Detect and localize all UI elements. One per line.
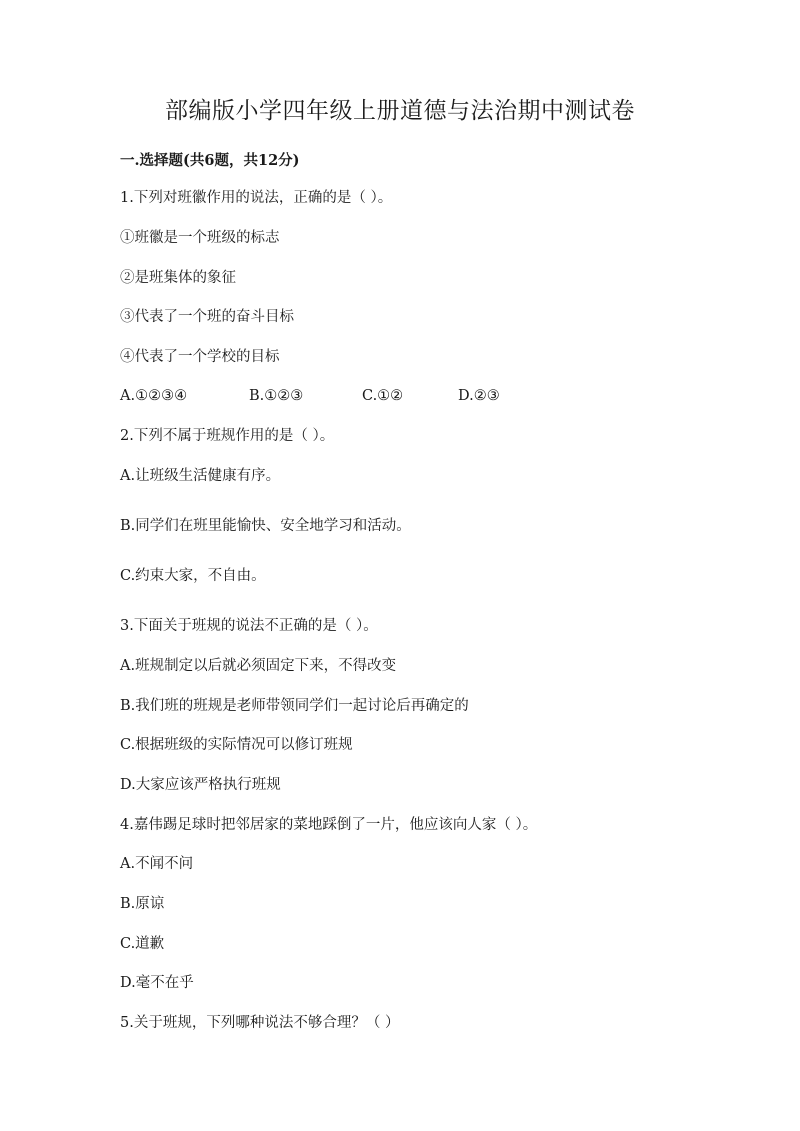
- question-2-stem: 2.下列不属于班规作用的是（ ）。: [120, 428, 335, 444]
- question-1-statement-4: ④代表了一个学校的目标: [120, 349, 280, 365]
- question-1-option-b: B.①②③: [249, 388, 304, 404]
- question-5-stem: 5.关于班规，下列哪种说法不够合理？（ ）: [120, 1015, 400, 1031]
- question-1-statement-2: ②是班集体的象征: [120, 270, 236, 286]
- question-1-option-d: D.②③: [458, 388, 500, 404]
- question-4-option-a: A.不闻不问: [120, 856, 194, 872]
- question-2-option-a: A.让班级生活健康有序。: [120, 468, 281, 484]
- question-2-option-c: C.约束大家，不自由。: [120, 568, 266, 584]
- question-3-option-b: B.我们班的班规是老师带领同学们一起讨论后再确定的: [120, 698, 469, 714]
- section-heading: 一.选择题(共6题，共12分): [120, 152, 300, 169]
- question-2-option-b: B.同学们在班里能愉快、安全地学习和活动。: [120, 518, 411, 534]
- question-1-statement-1: ①班徽是一个班级的标志: [120, 230, 280, 246]
- question-4-option-d: D.毫不在乎: [120, 975, 194, 991]
- question-1-options: [120, 384, 538, 408]
- question-1-stem: 1.下列对班徽作用的说法，正确的是（ ）。: [120, 190, 393, 206]
- question-1-statement-3: ③代表了一个班的奋斗目标: [120, 309, 294, 325]
- question-3-option-d: D.大家应该严格执行班规: [120, 777, 281, 793]
- question-4-option-c: C.道歉: [120, 936, 165, 952]
- question-1-option-c: C.①②: [362, 388, 404, 404]
- exam-title: 部编版小学四年级上册道德与法治期中测试卷: [165, 98, 635, 124]
- question-4-stem: 4.嘉伟踢足球时把邻居家的菜地踩倒了一片，他应该向人家（ ）。: [120, 817, 538, 833]
- question-1-option-a: A.①②③④: [120, 388, 188, 404]
- question-3-option-a: A.班规制定以后就必须固定下来，不得改变: [120, 658, 397, 674]
- question-3-option-c: C.根据班级的实际情况可以修订班规: [120, 737, 353, 753]
- question-4-option-b: B.原谅: [120, 896, 165, 912]
- question-3-stem: 3.下面关于班规的说法不正确的是（ ）。: [120, 618, 378, 634]
